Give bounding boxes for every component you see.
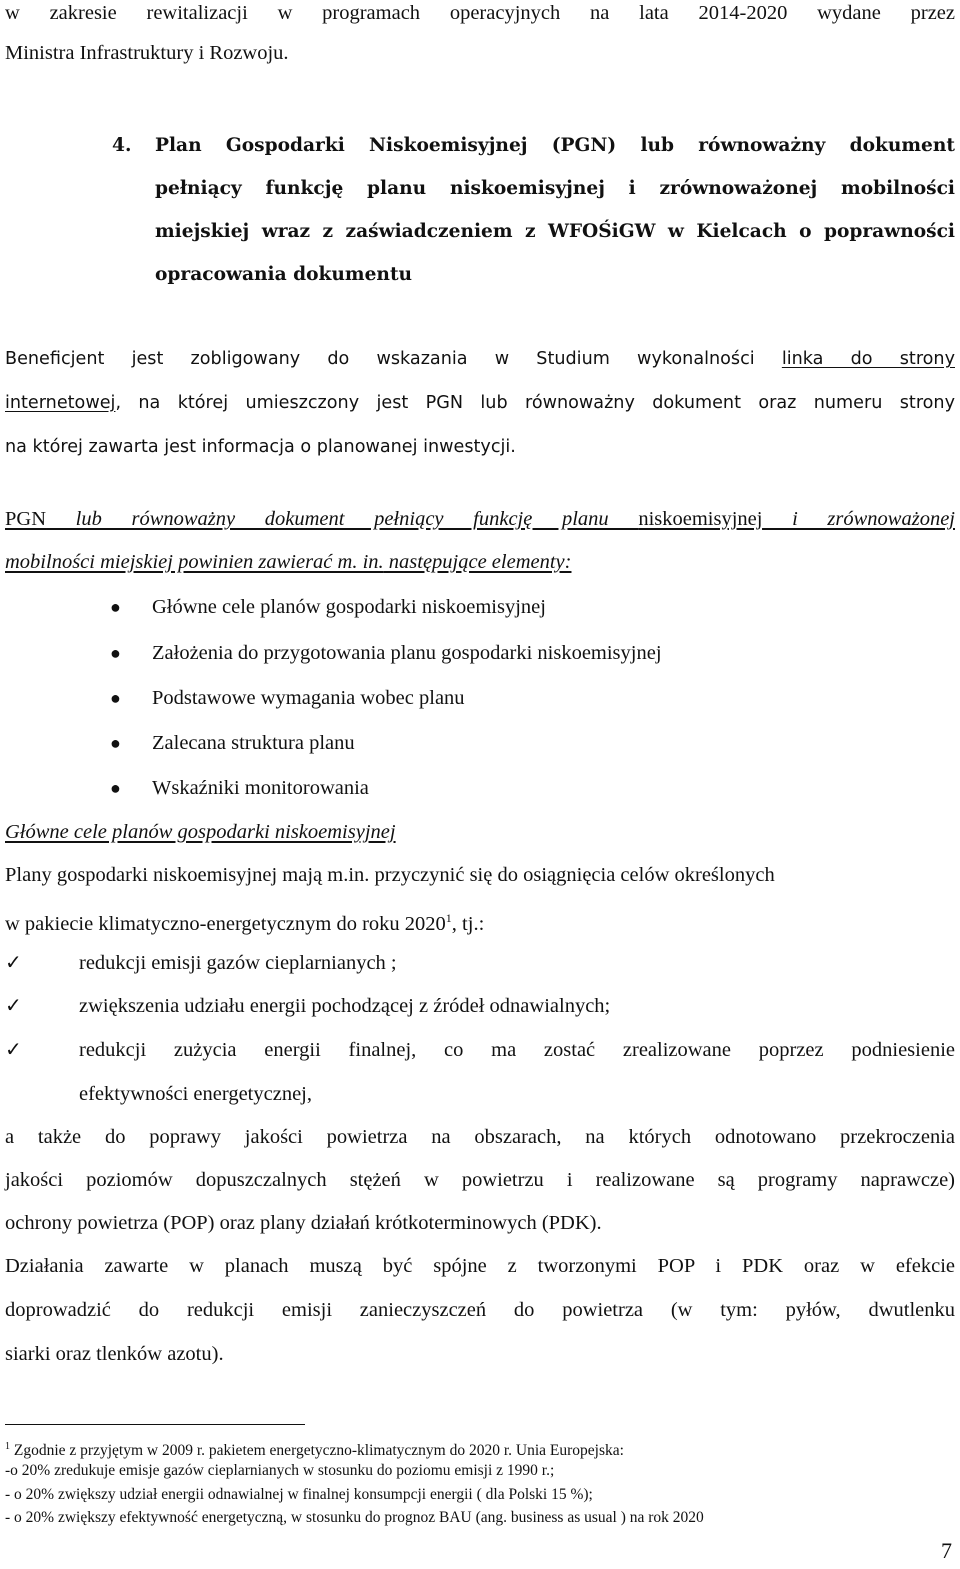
check-item-label: redukcji zużycia energii finalnej, co ma zostać zrealizowane poprzez podniesienie bbox=[79, 1039, 955, 1061]
plans-text: w pakiecie klimatyczno-energetycznym do roku 2020 bbox=[5, 912, 446, 935]
bullet-icon: ● bbox=[110, 778, 121, 798]
checkmark-icon: ✓ bbox=[5, 1039, 22, 1061]
beneficiary-line-1 bbox=[5, 346, 955, 372]
section-heading-4 bbox=[112, 124, 955, 296]
footnote-ref[interactable]: 1 bbox=[445, 911, 452, 925]
pgn-line-2 bbox=[5, 549, 955, 575]
beneficiary-text-2: , na której umieszczony jest PGN lub równoważny dokument oraz numeru strony bbox=[115, 393, 955, 413]
pgn-italic-1: lub równoważny dokument pełniący funkcję planu bbox=[46, 508, 639, 530]
heading-line-1: Plan Gospodarki Niskoemisyjnej (PGN) lub równoważny dokument bbox=[155, 135, 955, 156]
web-link-part-1[interactable]: linka do strony bbox=[781, 349, 955, 369]
bullet-icon: ● bbox=[110, 688, 121, 708]
plans-line-2 bbox=[5, 905, 955, 937]
footnote-divider bbox=[5, 1424, 305, 1425]
footnote-line-1 bbox=[5, 1437, 624, 1461]
actions-line-2: doprowadzić do redukcji emisji zanieczyszczeń do powietrza (w tym: pyłów, dwutlenku bbox=[5, 1299, 955, 1321]
goals-heading-text: Główne cele planów gospodarki niskoemisyjnej bbox=[5, 821, 396, 843]
beneficiary-line-2 bbox=[5, 390, 955, 416]
list-item-label: Wskaźniki monitorowania bbox=[152, 777, 369, 799]
bullet-icon: ● bbox=[110, 597, 121, 617]
footnote-line-2: -o 20% zredukuje emisje gazów cieplarnianych w stosunku do poziomu emisji z 1990 r.; bbox=[5, 1462, 555, 1479]
footnote-text-1: Zgodnie z przyjętym w 2009 r. pakietem energetyczno-klimatycznym do 2020 r. Unia Europejska: bbox=[10, 1442, 624, 1460]
footnote-mark: 1 bbox=[5, 1441, 10, 1452]
actions-line-3: siarki oraz tlenków azotu). bbox=[5, 1343, 224, 1365]
web-link-part-2[interactable]: internetowej bbox=[5, 393, 116, 413]
intro-line-2: Ministra Infrastruktury i Rozwoju. bbox=[5, 42, 289, 64]
footnote-line-4: - o 20% zwiększy efektywność energetyczną, w stosunku do prognoz BAU (ang. business as usual ) na rok 2020 bbox=[5, 1509, 704, 1526]
plans-line-1: Plany gospodarki niskoemisyjnej mają m.in. przyczynić się do osiągnięcia celów określonych bbox=[5, 864, 775, 886]
list-item-label: Założenia do przygotowania planu gospodarki niskoemisyjnej bbox=[152, 642, 662, 664]
footnote-line-3: - o 20% zwiększy udział energii odnawialnej w finalnej konsumpcji energii ( dla Polski 15 %); bbox=[5, 1486, 593, 1503]
list-item-label: Podstawowe wymagania wobec planu bbox=[152, 687, 465, 709]
intro-line-1: w zakresie rewitalizacji w programach operacyjnych na lata 2014-2020 wydane przez bbox=[5, 2, 955, 24]
air-line-3: ochrony powietrza (POP) oraz plany działań krótkoterminowych (PDK). bbox=[5, 1212, 602, 1234]
beneficiary-text-1: Beneficjent jest zobligowany do wskazania w Studium wykonalności bbox=[5, 349, 782, 369]
beneficiary-line-3: na której zawarta jest informacja o planowanej inwestycji. bbox=[5, 437, 516, 457]
checkmark-icon: ✓ bbox=[5, 995, 22, 1017]
pgn-italic-2: i zrównoważonej bbox=[762, 508, 955, 530]
air-line-2: jakości poziomów dopuszczalnych stężeń w powietrzu i realizowane są programy naprawcze) bbox=[5, 1169, 955, 1191]
heading-line-3: miejskiej wraz z zaświadczeniem z WFOŚiGW w Kielcach o poprawności bbox=[155, 221, 955, 242]
heading-line-2: pełniący funkcję planu niskoemisyjnej i zrównoważonej mobilności bbox=[155, 178, 955, 199]
checkmark-icon: ✓ bbox=[5, 952, 22, 974]
air-line-1: a także do poprawy jakości powietrza na obszarach, na których odnotowano przekroczenia bbox=[5, 1126, 955, 1148]
plans-text-end: , tj.: bbox=[451, 912, 485, 935]
bullet-icon: ● bbox=[110, 733, 121, 753]
pgn-plain: niskoemisyjnej bbox=[638, 508, 763, 530]
heading-line-4: opracowania dokumentu bbox=[155, 264, 413, 285]
list-item-label: Zalecana struktura planu bbox=[152, 732, 355, 754]
check-item-label: zwiększenia udziału energii pochodzącej z źródeł odnawialnych; bbox=[79, 995, 611, 1017]
heading-number: 4. bbox=[112, 135, 132, 156]
goals-heading bbox=[5, 819, 955, 845]
bullet-icon: ● bbox=[110, 643, 121, 663]
check-item-label: redukcji emisji gazów cieplarnianych ; bbox=[79, 952, 397, 974]
list-item-label: Główne cele planów gospodarki niskoemisyjnej bbox=[152, 596, 546, 618]
page-number: 7 bbox=[941, 1538, 952, 1563]
pgn-abbr: PGN bbox=[5, 508, 47, 530]
pgn-italic-4: następujące elementy: bbox=[383, 551, 572, 573]
pgn-italic-3: mobilności miejskiej powinien zawierać m. in. bbox=[5, 551, 384, 573]
actions-line-1: Działania zawarte w planach muszą być spójne z tworzonymi POP i PDK oraz w efekcie bbox=[5, 1255, 955, 1277]
pgn-line-1 bbox=[5, 506, 955, 532]
check-item-label: efektywności energetycznej, bbox=[79, 1083, 312, 1105]
